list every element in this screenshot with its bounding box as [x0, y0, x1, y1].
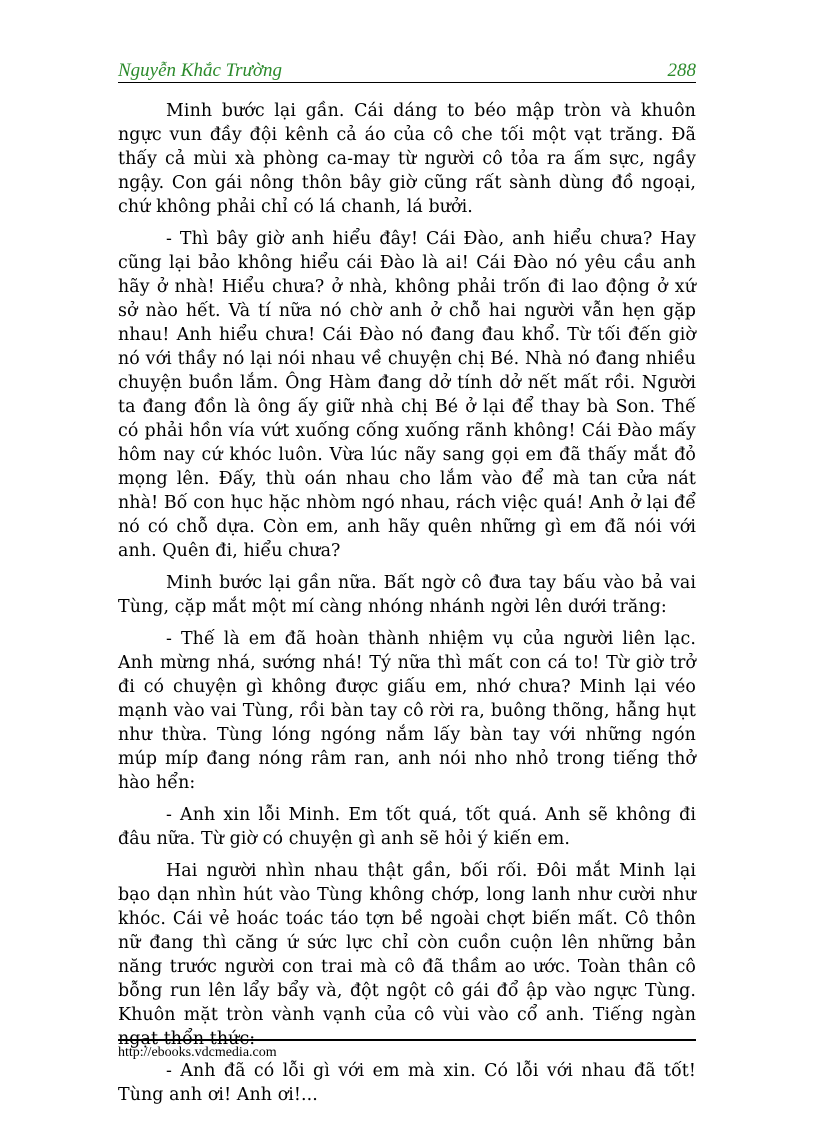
- paragraph: Minh bước lại gần. Cái dáng to béo mập tròn và khuôn ngực vun đầy đội kênh cả áo của cô che tối một vạt trăng. Đã thấy cả mùi xà phòng ca-may từ người cô tỏa ra ấm sực, ngầy ngậy. Con gái nông thôn bây giờ cũng rất sành dùng đồ ngoại, chứ không phải chỉ có lá chanh, lá bưởi.: [118, 101, 696, 217]
- paragraph: - Anh xin lỗi Minh. Em tốt quá, tốt quá. Anh sẽ không đi đâu nữa. Từ giờ có chuyện gì anh sẽ hỏi ý kiến em.: [118, 805, 696, 849]
- paragraph: - Anh đã có lỗi gì với em mà xin. Có lỗi với nhau đã tốt! Tùng anh ơi! Anh ơi!...: [118, 1061, 696, 1105]
- author-name: Nguyễn Khắc Trường: [118, 60, 283, 81]
- paragraph: Minh bước lại gần nữa. Bất ngờ cô đưa tay bấu vào bả vai Tùng, cặp mắt một mí càng nhóng nhánh ngời lên dưới trăng:: [118, 573, 696, 617]
- page-number: 288: [667, 60, 696, 81]
- body-text: [118, 99, 696, 1115]
- footer-divider: [118, 1039, 696, 1041]
- page-header: [118, 60, 696, 83]
- footer-link[interactable]: http://ebooks.vdcmedia.com: [118, 1045, 277, 1060]
- paragraph: Hai người nhìn nhau thật gần, bối rối. Đôi mắt Minh lại bạo dạn nhìn hút vào Tùng không chớp, long lanh như cười như khóc. Cái vẻ hoác toác táo tợn bề ngoài chợt biến mất. Cô thôn nữ đang thì căng ứ sức lực chỉ còn cuồn cuộn lên những bản năng trước người con trai mà cô đã thầm ao ước. Toàn thân cô bỗng run lên lẩy bẩy và, đột ngột cô gái đổ ập vào ngực Tùng. Khuôn mặt tròn vành vạnh của cô vùi vào cổ anh. Tiếng ngàn ngạt thổn thức:: [118, 861, 696, 1049]
- paragraph: - Thế là em đã hoàn thành nhiệm vụ của người liên lạc. Anh mừng nhá, sướng nhá! Tý nữa thì mất con cá to! Từ giờ trở đi có chuyện gì không được giấu em, nhớ chưa? Minh lại véo mạnh vào vai Tùng, rồi bàn tay cô rời ra, buông thõng, hẫng hụt như thừa. Tùng lóng ngóng nắm lấy bàn tay với những ngón múp míp đang nóng râm ran, anh nói nho nhỏ trong tiếng thở hào hển:: [118, 629, 696, 793]
- paragraph: - Thì bây giờ anh hiểu đây! Cái Đào, anh hiểu chưa? Hay cũng lại bảo không hiểu cái Đào là ai! Cái Đào nó yêu cầu anh hãy ở nhà! Hiểu chưa? ở nhà, không phải trốn đi lao động ở xứ sở nào hết. Và tí nữa nó chờ anh ở chỗ hai người vẫn hẹn gặp nhau! Anh hiểu chưa! Cái Đào nó đang đau khổ. Từ tối đến giờ nó với thầy nó lại nói nhau về chuyện chị Bé. Nhà nó đang nhiều chuyện buồn lắm. Ông Hàm đang dở tính dở nết mất rồi. Người ta đang đồn là ông ấy giữ nhà chị Bé ở lại để thay bà Son. Thế có phải hồn vía vứt xuống cống xuống rãnh không! Cái Đào mấy hôm nay cứ khóc luôn. Vừa lúc nãy sang gọi em đã thấy mắt đỏ mọng lên. Đấy, thù oán nhau cho lắm vào để mà tan cửa nát nhà! Bố con hục hặc nhòm ngó nhau, rách việc quá! Anh ở lại để nó có chỗ dựa. Còn em, anh hãy quên những gì em đã nói với anh. Quên đi, hiểu chưa?: [118, 229, 696, 561]
